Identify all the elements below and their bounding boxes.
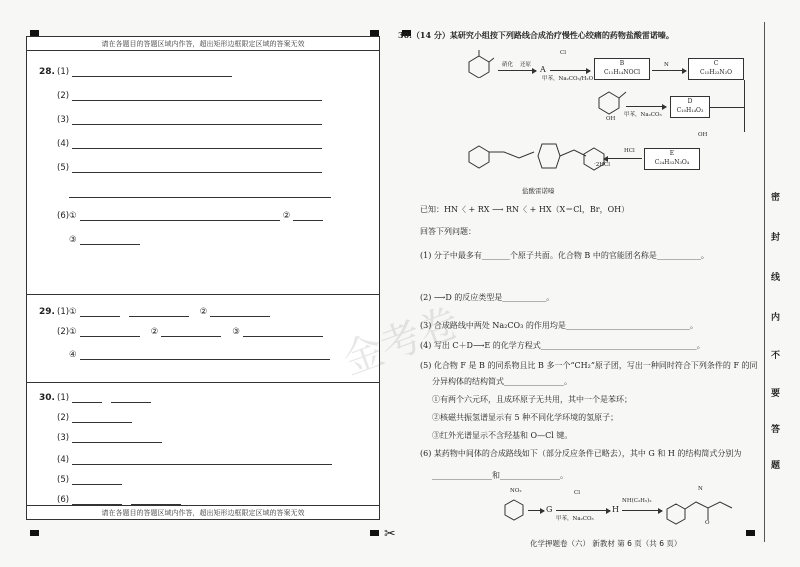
known-reaction: 已知：HN〈 + RX ⟶ RN〈 + HX（X＝Cl，Br，OH）: [420, 205, 630, 214]
corner-mark: [30, 530, 39, 536]
answer-line[interactable]: [72, 456, 332, 465]
product-name: 盐酸雷诺嗪: [522, 187, 555, 195]
compound-E-box: E C₂₄H₃₃N₃O₄: [644, 148, 700, 170]
answer-line[interactable]: [72, 394, 102, 403]
step-label: 还原: [520, 62, 532, 68]
answer-line[interactable]: [72, 434, 162, 443]
dihydrochloride-label: ·2HCl: [594, 162, 611, 168]
scheme-connector: [710, 107, 744, 108]
answer-prompt: 回答下列问题：: [420, 227, 476, 236]
question-2: (2) ⟶D 的反应类型是___________。: [420, 293, 555, 302]
item-label: (5): [57, 475, 70, 485]
answer-line[interactable]: [80, 328, 140, 337]
item-label: (1): [57, 393, 70, 403]
question-6-line1: (6) 某药物中间体的合成路线如下（部分反应条件已略去），其中 G 和 H 的结构简式分别为: [420, 449, 742, 458]
corner-mark: [370, 530, 379, 536]
reaction-arrow: [550, 70, 590, 71]
binding-char: 不: [771, 351, 781, 361]
condition-1: ①有两个六元环，且成环原子无共用，其中一个是苯环；: [432, 395, 632, 404]
toluene-structure: [464, 50, 494, 78]
item-label: ③: [232, 327, 240, 337]
condition-3: ③红外光谱显示不含羟基和 O—Cl 键。: [432, 431, 573, 440]
question-number: 28.: [39, 67, 55, 77]
question-number: 30.: [39, 393, 55, 403]
answer-block-30: [27, 383, 379, 507]
question-3: (3) 合成路线中两处 Na₂CO₃ 的作用均是_______________________________。: [420, 321, 698, 330]
item-label: (1): [57, 67, 70, 77]
compound-B-box: B C₁₁H₁₄NOCl: [594, 58, 650, 80]
item-label: (2): [57, 413, 70, 423]
item-label: (1)①: [57, 307, 77, 317]
answer-line[interactable]: [111, 394, 151, 403]
item-label: ③: [69, 235, 77, 245]
item-label: (4): [57, 455, 70, 465]
compound-G: G: [546, 505, 553, 514]
reaction-arrow: [556, 510, 610, 511]
question-title: 30.（14 分）某研究小组按下列路线合成治疗慢性心绞痛的药物盐酸雷诺嗪。: [398, 30, 674, 40]
item-label: ②: [282, 211, 291, 221]
answer-line[interactable]: [72, 140, 322, 149]
question-page: [398, 24, 758, 554]
chloro-label: Cl: [574, 490, 580, 496]
oh-label: OH: [698, 132, 708, 138]
answer-line[interactable]: [80, 212, 280, 221]
scheme-connector: [744, 80, 745, 132]
item-label: (2)①: [57, 327, 77, 337]
reaction-arrow: [626, 106, 666, 107]
answer-line[interactable]: [243, 328, 323, 337]
item-label: (6)①: [57, 211, 77, 221]
item-label: (2): [57, 91, 70, 101]
binding-char: 封: [771, 233, 781, 243]
item-label: (3): [57, 115, 70, 125]
question-5-line1: (5) 化合物 F 是 B 的同系物且比 B 多一个“CH₂”原子团，写出一种同时符合下列条件的 F 的同: [420, 361, 758, 370]
answer-line[interactable]: [131, 496, 181, 505]
compound-D-box: D C₁₀H₁₄O₃: [670, 96, 710, 118]
ranolazine-structure: [464, 136, 614, 180]
answer-line[interactable]: [293, 212, 323, 221]
compound-H: H: [612, 505, 619, 514]
answer-line[interactable]: [69, 189, 331, 198]
answer-line[interactable]: [72, 496, 122, 505]
step-label: 硝化: [502, 62, 514, 68]
reagent-label: NH(C₂H₅)₂: [622, 498, 652, 504]
answer-line[interactable]: [72, 164, 322, 173]
item-label: ④: [69, 350, 77, 360]
top-notice: 请在各题目的答题区域内作答，超出矩形边框限定区域的答案无效: [27, 37, 379, 51]
chloroacetyl-label: Cl: [560, 50, 566, 56]
item-label: ②: [150, 327, 159, 337]
answer-block-28: [27, 51, 379, 295]
answer-line[interactable]: [72, 414, 132, 423]
answer-sheet: [26, 36, 380, 520]
question-1: (1) 分子中最多有_______个原子共面。化合物 B 中的官能团名称是___________。: [420, 251, 709, 260]
binding-char: 要: [771, 389, 781, 399]
question-4: (4) 写出 C＋D⟶E 的化学方程式_______________________________________。: [420, 341, 705, 350]
item-label: (4): [57, 139, 70, 149]
nitro-label: NO₂: [510, 488, 522, 494]
question-6-line2: _______________和_______________。: [432, 471, 568, 480]
nitrobenzene-structure: [502, 498, 526, 522]
reagent-label: 甲苯，Na₂CO₃: [624, 112, 662, 118]
question-5-line2: 分异构体的结构简式_______________。: [432, 377, 572, 386]
condition-2: ②核磁共振氢谱显示有 5 种不同化学环境的氢原子；: [432, 413, 619, 422]
answer-line[interactable]: [80, 308, 120, 317]
binding-char: 内: [771, 313, 781, 323]
product-structure: [664, 490, 744, 530]
item-label: (5): [57, 163, 70, 173]
answer-line[interactable]: [72, 92, 322, 101]
amide-n-label: N: [698, 486, 703, 492]
answer-line[interactable]: [72, 476, 122, 485]
bottom-notice: 请在各题目的答题区域内作答，超出矩形边框限定区域的答案无效: [27, 505, 379, 519]
answer-line[interactable]: [80, 236, 140, 245]
item-label: (6): [57, 495, 70, 505]
reagent-label: 甲苯，Na₂CO₃: [556, 516, 594, 522]
binding-line: [764, 22, 786, 542]
oh-label: OH: [606, 116, 616, 122]
compound-C-box: C C₁₅H₂₃N₃O: [688, 58, 744, 80]
binding-char: 密: [771, 193, 781, 203]
answer-line[interactable]: [80, 351, 330, 360]
reaction-arrow: [498, 70, 536, 71]
binding-char: 答: [771, 425, 781, 435]
answer-line[interactable]: [72, 68, 232, 77]
answer-line[interactable]: [72, 116, 322, 125]
carbonyl-o-label: O: [705, 520, 710, 526]
reaction-arrow: [652, 70, 686, 71]
compound-A: A: [540, 65, 546, 74]
hcl-label: HCl: [624, 148, 635, 154]
reaction-arrow: [528, 510, 544, 511]
item-label: ②: [199, 307, 208, 317]
binding-char: 线: [771, 273, 781, 283]
piperazine-label: N: [664, 62, 669, 68]
question-number: 29.: [39, 307, 55, 317]
watermark: 金考卷: [336, 299, 466, 384]
reagent-label: 甲苯，Na₂CO₃/H₂O: [542, 76, 594, 82]
item-label: (3): [57, 433, 70, 443]
answer-line[interactable]: [161, 328, 221, 337]
reaction-arrow: [622, 510, 662, 511]
answer-line[interactable]: [129, 308, 189, 317]
binding-char: 题: [771, 461, 781, 471]
answer-line[interactable]: [210, 308, 270, 317]
scissors-icon: ✂: [384, 526, 396, 542]
page-footer: 化学押题卷（六） 新教材 第 6 页（共 6 页）: [530, 539, 682, 548]
answer-block-29: [27, 295, 379, 383]
